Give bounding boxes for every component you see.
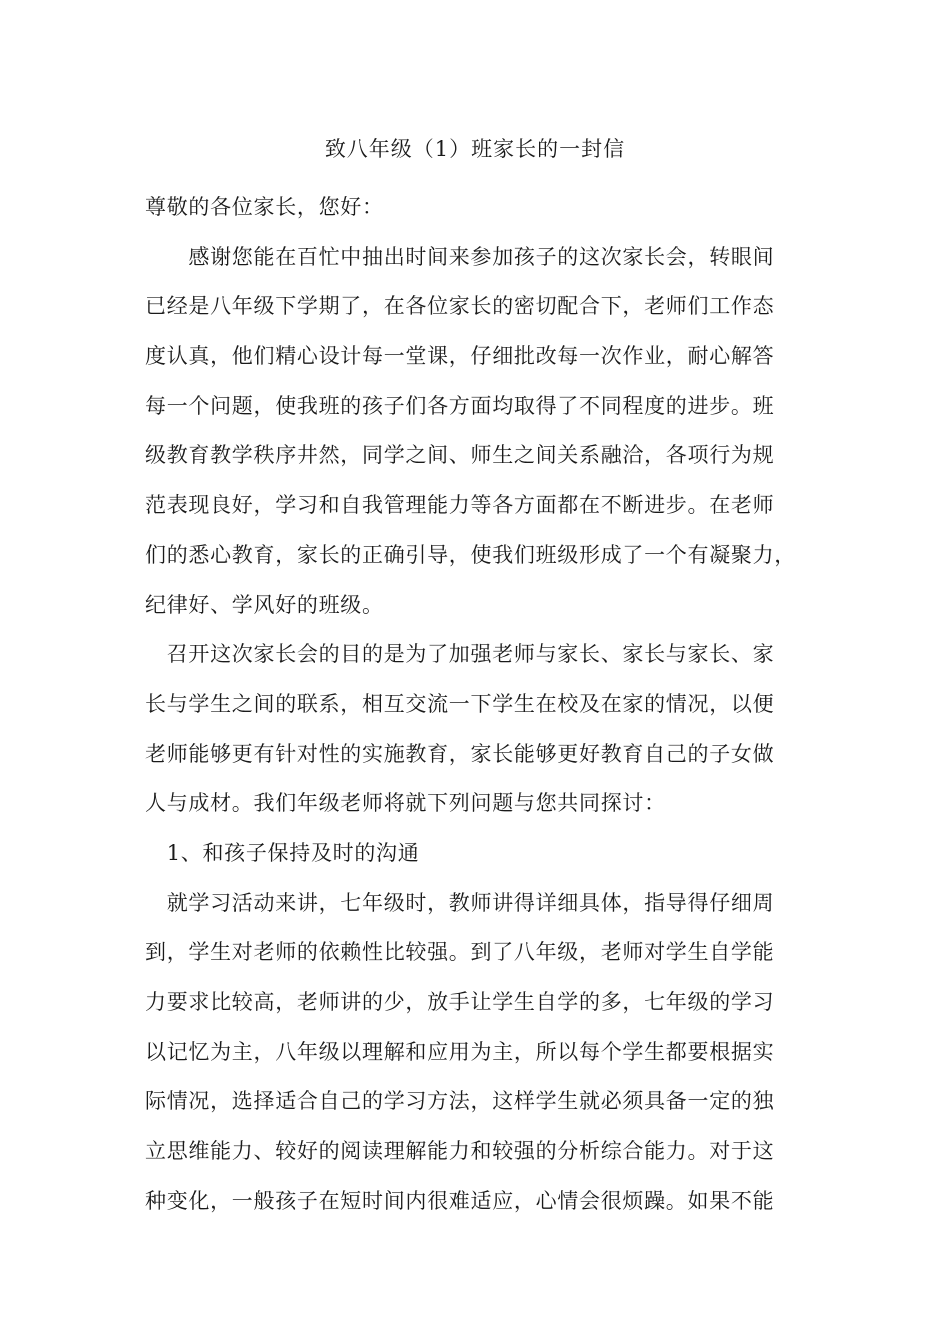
body-line: 到，学生对老师的依赖性比较强。到了八年级，老师对学生自学能 xyxy=(145,940,775,965)
body-line: 就学习活动来讲，七年级时，教师讲得详细具体，指导得仔细周 xyxy=(145,890,775,915)
body-line: 纪律好、学风好的班级。 xyxy=(145,592,384,617)
body-line: 以记忆为主，八年级以理解和应用为主，所以每个学生都要根据实 xyxy=(145,1039,775,1064)
salutation-line: 尊敬的各位家长，您好： xyxy=(145,195,384,219)
body-line: 召开这次家长会的目的是为了加强老师与家长、家长与家长、家 xyxy=(145,642,775,667)
body-line: 范表现良好，学习和自我管理能力等各方面都在不断进步。在老师 xyxy=(145,493,775,518)
body-line: 度认真，他们精心设计每一堂课，仔细批改每一次作业，耐心解答 xyxy=(145,344,775,369)
document-title: 致八年级（1）班家长的一封信 xyxy=(324,137,626,161)
body-line: 长与学生之间的联系，相互交流一下学生在校及在家的情况，以便 xyxy=(145,691,775,716)
body-line: 人与成材。我们年级老师将就下列问题与您共同探讨： xyxy=(145,791,666,816)
body-line: 每一个问题，使我班的孩子们各方面均取得了不同程度的进步。班 xyxy=(145,393,775,418)
section-heading: 1、和孩子保持及时的沟通 xyxy=(145,840,420,865)
body-line: 们的悉心教育，家长的正确引导，使我们班级形成了一个有凝聚力， xyxy=(145,542,796,567)
body-line: 级教育教学秩序井然，同学之间、师生之间关系融洽，各项行为规 xyxy=(145,443,775,468)
body-line: 种变化，一般孩子在短时间内很难适应，心情会很烦躁。如果不能 xyxy=(145,1188,775,1213)
document-body xyxy=(145,183,805,1226)
body-line: 力要求比较高，老师讲的少，放手让学生自学的多，七年级的学习 xyxy=(145,990,775,1014)
body-line: 际情况，选择适合自己的学习方法，这样学生就必须具备一定的独 xyxy=(145,1089,775,1114)
body-line: 立思维能力、较好的阅读理解能力和较强的分析综合能力。对于这 xyxy=(145,1139,775,1164)
body-line: 老师能够更有针对性的实施教育，家长能够更好教育自己的子女做 xyxy=(145,741,775,766)
body-line: 已经是八年级下学期了，在各位家长的密切配合下，老师们工作态 xyxy=(145,294,775,319)
body-line: 感谢您能在百忙中抽出时间来参加孩子的这次家长会，转眼间 xyxy=(145,244,775,269)
